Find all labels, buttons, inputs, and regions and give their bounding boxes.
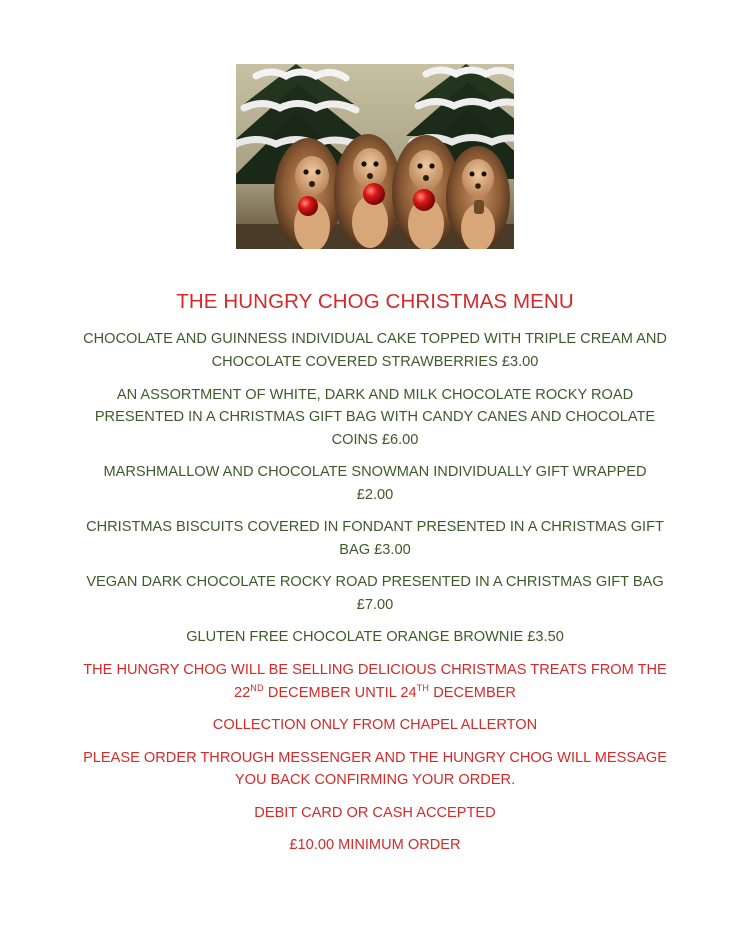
collection-notice: COLLECTION ONLY FROM CHAPEL ALLERTON — [212, 717, 538, 733]
menu-item-2-line-3: COINS £6.00 — [331, 432, 419, 448]
menu-item-3-line-1: MARSHMALLOW AND CHOCOLATE SNOWMAN INDIVIDUALLY GIFT WRAPPED — [103, 464, 647, 480]
selling-dates-line-2: 22ND DECEMBER UNTIL 24TH DECEMBER — [234, 683, 516, 701]
menu-item-3-line-2: £2.00 — [356, 487, 394, 503]
menu-item-2-line-2: PRESENTED IN A CHRISTMAS GIFT BAG WITH CANDY CANES AND CHOCOLATE — [94, 409, 656, 425]
menu-item-6-line-1: GLUTEN FREE CHOCOLATE ORANGE BROWNIE £3.50 — [186, 629, 564, 645]
selling-dates-line-1: THE HUNGRY CHOG WILL BE SELLING DELICIOUS CHRISTMAS TREATS FROM THE — [83, 662, 667, 678]
payment-notice: DEBIT CARD OR CASH ACCEPTED — [254, 805, 496, 821]
menu-item-4-line-2: BAG £3.00 — [339, 542, 411, 558]
menu-item-5-line-1: VEGAN DARK CHOCOLATE ROCKY ROAD PRESENTED IN A CHRISTMAS GIFT BAG — [86, 574, 664, 590]
menu-item-5-line-2: £7.00 — [356, 597, 394, 613]
order-notice-line-2: YOU BACK CONFIRMING YOUR ORDER. — [234, 772, 516, 788]
order-notice-line-1: PLEASE ORDER THROUGH MESSENGER AND THE HUNGRY CHOG WILL MESSAGE — [83, 750, 667, 766]
minimum-order-notice: £10.00 MINIMUM ORDER — [289, 837, 461, 853]
menu-item-4-line-1: CHRISTMAS BISCUITS COVERED IN FONDANT PRESENTED IN A CHRISTMAS GIFT — [86, 519, 664, 535]
menu-item-1-line-2: CHOCOLATE COVERED STRAWBERRIES £3.00 — [211, 354, 539, 370]
menu-title: THE HUNGRY CHOG CHRISTMAS MENU — [176, 290, 574, 313]
menu-item-1-line-1: CHOCOLATE AND GUINNESS INDIVIDUAL CAKE TOPPED WITH TRIPLE CREAM AND — [83, 331, 667, 347]
menu-item-2-line-1: AN ASSORTMENT OF WHITE, DARK AND MILK CHOCOLATE ROCKY ROAD — [116, 387, 634, 403]
hedgehogs-christmas-photo — [236, 64, 514, 249]
